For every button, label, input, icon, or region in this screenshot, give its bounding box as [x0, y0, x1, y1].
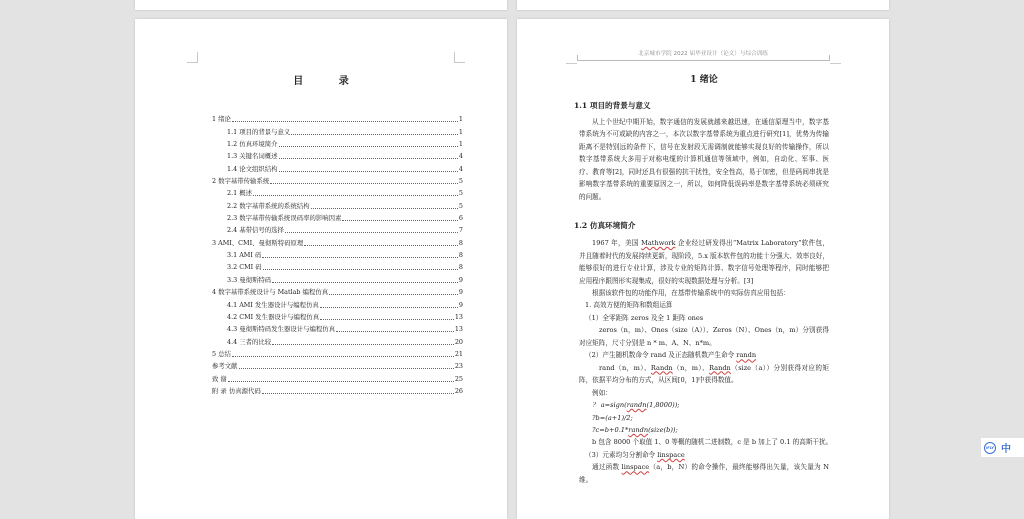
toc-leader-dots: [239, 367, 454, 369]
text: (1,8000));: [646, 401, 680, 410]
toc-entry-label: 附 录 仿真源代码: [212, 386, 261, 395]
toc-entry[interactable]: [212, 311, 463, 323]
toc-entry-label: 2.1 概述: [227, 189, 252, 198]
toc-entry[interactable]: [212, 360, 463, 372]
toc-entry-page-number: 6: [458, 214, 463, 223]
toc-entry-label: 1.3 关键名词概述: [227, 152, 278, 161]
spellcheck-word[interactable]: Randn: [709, 363, 731, 372]
toc-entry-page-number: 8: [458, 238, 463, 247]
header-divider: [577, 60, 830, 61]
toc-leader-dots: [279, 170, 458, 172]
paragraph: [579, 461, 829, 486]
toc-entry-page-number: 1: [458, 127, 463, 136]
chapter-page: [517, 19, 889, 519]
paragraph: 根据该软件包的功能作用，在基带传输系统中的实际仿真应用包括：: [592, 288, 790, 297]
toc-entry[interactable]: [212, 286, 463, 298]
list-item: [579, 449, 829, 461]
toc-entry-page-number: 23: [454, 362, 463, 371]
section-heading: 1.2 仿真环境简介: [574, 221, 636, 231]
toc-list: [212, 113, 463, 397]
spellcheck-word[interactable]: randn: [628, 425, 649, 434]
toc-entry-label: 3.1 AMI 码: [227, 251, 262, 260]
toc-entry[interactable]: [212, 150, 463, 162]
spellcheck-word[interactable]: randn: [626, 401, 647, 410]
toc-entry-label: 4.2 CMI 发生器设计与编程仿真: [227, 312, 320, 321]
toc-leader-dots: [320, 318, 454, 320]
toc-leader-dots: [304, 244, 458, 246]
margin-corner-mark: [187, 52, 198, 63]
text: (size(b));: [648, 425, 678, 434]
toc-entry[interactable]: [212, 113, 463, 125]
toc-entry[interactable]: [212, 162, 463, 174]
toc-entry-label: 4.1 AMI 发生器设计与编程仿真: [227, 300, 319, 309]
toc-entry[interactable]: [212, 348, 463, 360]
toc-entry-label: 1.4 论文组织结构: [227, 164, 278, 173]
toc-entry[interactable]: [212, 212, 463, 224]
toc-entry-page-number: 1: [458, 140, 463, 149]
toc-entry-page-number: 26: [454, 386, 463, 395]
paragraph: [579, 362, 829, 387]
list-item: 1. 高效方便的矩阵和数组运算: [585, 301, 673, 310]
toc-entry-label: 4 数字基带系统设计与 Matlab 编程仿真: [212, 288, 329, 297]
margin-corner-mark: [566, 63, 577, 64]
spellcheck-word[interactable]: Randn: [650, 363, 673, 372]
toc-entry-label: 1.1 项目的背景与意义: [227, 127, 291, 136]
toc-title: 目 录: [293, 76, 365, 87]
toc-entry[interactable]: [212, 323, 463, 335]
code-line: ?b=(a+1)/2;: [592, 413, 633, 422]
margin-corner-mark: [454, 52, 465, 63]
toc-leader-dots: [262, 392, 454, 394]
paragraph: b 包含 8000 个取值 1、0 等概的随机二进制数，c 是 b 加上了 0.1 的高斯干扰。: [592, 438, 833, 447]
toc-entry[interactable]: [212, 298, 463, 310]
toc-leader-dots: [329, 293, 458, 295]
ime-logo-icon[interactable]: iFLY: [984, 442, 996, 454]
toc-entry[interactable]: [212, 273, 463, 285]
toc-leader-dots: [311, 207, 458, 209]
page-header: 北京城市学院 2022 届毕业设计（论文）与综合训练: [638, 51, 768, 57]
text: rand（n，m）、: [599, 363, 651, 372]
toc-leader-dots: [336, 330, 454, 332]
list-item: [579, 349, 829, 361]
text: ？ a=sign(: [592, 401, 627, 410]
toc-leader-dots: [320, 306, 458, 308]
toc-entry-page-number: 21: [454, 349, 463, 358]
toc-entry-label: 4.3 曼彻斯特码发生器设计与编程仿真: [227, 325, 336, 334]
spellcheck-word[interactable]: linspace: [657, 450, 685, 459]
toc-entry-label: 2.3 数字基带传输系统误码率的影响因素: [227, 214, 342, 223]
toc-leader-dots: [279, 145, 458, 147]
toc-entry-page-number: 13: [454, 325, 463, 334]
ime-language-toggle[interactable]: 中: [1001, 444, 1011, 455]
page-content: [574, 73, 833, 486]
text: （n，m）、: [672, 363, 710, 372]
example-label: 例如：: [592, 388, 612, 397]
toc-entry-page-number: 5: [458, 177, 463, 186]
toc-entry-page-number: 9: [458, 275, 463, 284]
toc-entry[interactable]: [212, 372, 463, 384]
chapter-title: 1 绪论: [690, 75, 718, 85]
toc-entry-page-number: 4: [458, 164, 463, 173]
toc-entry-label: 2.2 数字基带系统的系统结构: [227, 201, 310, 210]
toc-leader-dots: [232, 120, 458, 122]
text: （a，b，N）的命令操作，最终能够得出矢量，该矢量为 N 维。: [579, 463, 829, 484]
toc-entry-label: 参考文献: [212, 362, 238, 371]
ime-indicator[interactable]: [981, 438, 1024, 457]
paragraph: [579, 237, 829, 287]
toc-entry-page-number: 13: [454, 312, 463, 321]
toc-entry-label: 2.4 基带信号的选择: [227, 226, 284, 235]
paragraph: 从上个世纪中期开始，数字通信的发展就越来越迅速，在通信原理当中，数字基带系统为不可或缺的内容之一，本次以数字基带系统为重点进行研究[1]，优势为传输距离不是特别远的条件下，信号在发射段无需调制就能够实现良好的传输操作，所以数字基带系统大多用于对称电缆的计算机通信等领域中，例如，自动化、军事、医疗、教育等[2]，同时还具有很强的抗干扰性，安全性高，易于加密，但是码间串扰是影响数字基带系统的重要原因之一，所以，如何降低误码率是数字基带系统必须研究的问题。: [579, 118, 829, 201]
toc-leader-dots: [279, 157, 458, 159]
toc-leader-dots: [285, 231, 458, 233]
toc-leader-dots: [272, 343, 454, 345]
text: 通过函数: [592, 463, 622, 472]
toc-leader-dots: [291, 133, 458, 135]
toc-entry-label: 2 数字基带传输系统: [212, 177, 270, 186]
toc-entry-page-number: 9: [458, 300, 463, 309]
toc-entry-label: 1 绪论: [212, 115, 231, 124]
toc-entry[interactable]: [212, 236, 463, 248]
toc-entry-label: 5 总结: [212, 349, 231, 358]
section-heading: 1.1 项目的背景与意义: [574, 101, 651, 110]
code-line: [579, 399, 829, 411]
text: （3）元素均匀分割命令: [585, 450, 658, 459]
text: （size（a））分别获得对应的矩阵，依据平均分布的方式，从区间[0，1]中获得数值。: [579, 363, 830, 385]
text: 企业经过研发得出“Matrix Laboratory”软件包，并且随着时代的发展持续更新，现阶段，5.x 版本软件包的功能十分强大、效率良好，能够很好的进行专业计算，涉及专业的矩阵计算、数字信号处理等程序，同时能够把应用程序跟图形实现集成，很好的实现数据处理与分析。[3]: [579, 239, 829, 285]
toc-entry[interactable]: [212, 224, 463, 236]
toc-entry-label: 3 AMI、CMI、曼彻斯特码原理: [212, 238, 304, 247]
toc-entry[interactable]: [212, 199, 463, 211]
toc-leader-dots: [228, 380, 454, 382]
toc-entry-label: 4.4 三者的比较: [227, 337, 272, 346]
text: ?c=b+0.1*: [592, 425, 629, 434]
text: （2）产生随机数命令 rand 及正态随机数产生命令: [585, 351, 737, 360]
toc-entry[interactable]: [212, 385, 463, 397]
previous-page-left: [135, 0, 507, 10]
toc-leader-dots: [263, 268, 458, 270]
toc-entry-page-number: 25: [454, 374, 463, 383]
paragraph: zeros（n，m）、Ones（size（A））、Zeros（N）、Ones（n，m）分别获得对应矩阵，尺寸分别是 n * m、A、N、n*m。: [579, 326, 829, 347]
toc-entry[interactable]: [212, 261, 463, 273]
toc-entry-label: 1.2 仿真环境简介: [227, 140, 278, 149]
toc-leader-dots: [262, 256, 458, 258]
toc-entry-label: 致 谢: [212, 374, 227, 383]
toc-entry-page-number: 5: [458, 189, 463, 198]
toc-entry-page-number: 5: [458, 201, 463, 210]
code-line: [579, 424, 829, 436]
toc-entry-label: 3.3 曼彻斯特码: [227, 275, 272, 284]
toc-entry-page-number: 4: [458, 152, 463, 161]
toc-page: [135, 19, 507, 519]
text: 1967 年，美国: [592, 239, 642, 248]
toc-entry[interactable]: [212, 187, 463, 199]
header-divider: [829, 55, 830, 60]
toc-entry-page-number: 1: [458, 115, 463, 124]
toc-entry[interactable]: [212, 335, 463, 347]
list-item: （1）全零距阵 zeros 及全 1 距阵 ones: [585, 313, 704, 322]
toc-leader-dots: [272, 281, 458, 283]
toc-leader-dots: [270, 182, 458, 184]
toc-leader-dots: [232, 355, 454, 357]
toc-entry-page-number: 9: [458, 288, 463, 297]
toc-entry[interactable]: [212, 175, 463, 187]
toc-entry[interactable]: [212, 138, 463, 150]
toc-entry-page-number: 8: [458, 251, 463, 260]
toc-leader-dots: [342, 219, 457, 221]
toc-leader-dots: [253, 194, 458, 196]
spellcheck-word[interactable]: randn: [736, 351, 757, 360]
toc-entry-page-number: 8: [458, 263, 463, 272]
toc-entry-page-number: 7: [458, 226, 463, 235]
toc-entry-label: 3.2 CMI 码: [227, 263, 262, 272]
toc-entry[interactable]: [212, 249, 463, 261]
toc-entry-page-number: 20: [454, 337, 463, 346]
spellcheck-word[interactable]: Mathwork: [641, 239, 676, 248]
previous-page-right: [517, 0, 889, 10]
spellcheck-word[interactable]: linspace: [621, 463, 650, 472]
toc-entry[interactable]: [212, 125, 463, 137]
margin-corner-mark: [830, 63, 841, 64]
